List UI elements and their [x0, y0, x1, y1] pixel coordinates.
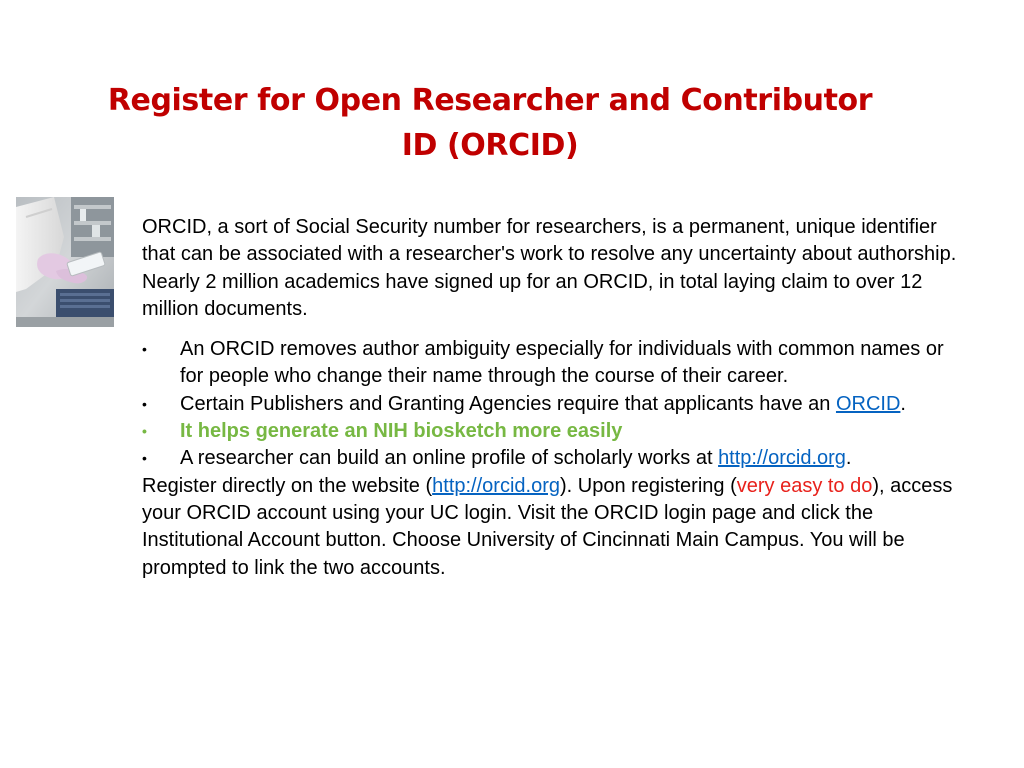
bullet-marker: • — [142, 395, 147, 412]
register-text: ), access your ORCID account using your UC login. Visit the ORCID login page and click the Institutional Account button. Choose University of Cincinnati Main Campus. You will be prompted to link the two accounts. — [142, 474, 953, 579]
bullet-marker: • — [142, 423, 147, 440]
register-paragraph — [142, 473, 972, 582]
register-text: Register directly on the website ( — [142, 474, 433, 497]
bullet-text-end: . — [900, 392, 906, 415]
lab-researcher-photo — [16, 197, 114, 327]
slide-title-line-1: Register for Open Researcher and Contributor — [107, 83, 873, 119]
list-item — [142, 336, 972, 391]
orcid-link[interactable]: ORCID — [835, 392, 901, 415]
list-item — [142, 418, 972, 445]
register-link[interactable]: http://orcid.org — [432, 474, 560, 497]
bullet-marker: • — [142, 450, 147, 467]
slide-title — [40, 78, 940, 168]
list-item — [142, 391, 972, 418]
intro-paragraph: ORCID, a sort of Social Security number for researchers, is a permanent, unique identifier that can be associated with a researcher's work to resolve any uncertainty about authorship. Nearly 2 million academics have signed up for an ORCID, in total laying claim to over 12 million documents. — [142, 216, 957, 320]
orcid-website-link[interactable]: http://orcid.org — [718, 447, 846, 470]
bullet-text: It helps generate an NIH biosketch more easily — [180, 420, 623, 443]
bullet-text: Certain Publishers and Granting Agencies require that applicants have an — [180, 392, 836, 415]
body-text — [142, 214, 972, 582]
bullet-text: An ORCID removes author ambiguity especially for individuals with common names or for people who change their name through the course of their career. — [180, 338, 944, 388]
bullet-text: A researcher can build an online profile of scholarly works at — [180, 447, 719, 470]
very-easy-highlight: very easy to do — [736, 474, 873, 497]
slide-title-line-2: ID (ORCID) — [401, 128, 579, 164]
register-text: ). Upon registering ( — [559, 474, 737, 497]
list-item — [142, 445, 972, 581]
bullet-text-end: . — [845, 447, 852, 470]
bullet-list — [142, 336, 972, 582]
bullet-marker: • — [142, 341, 147, 358]
